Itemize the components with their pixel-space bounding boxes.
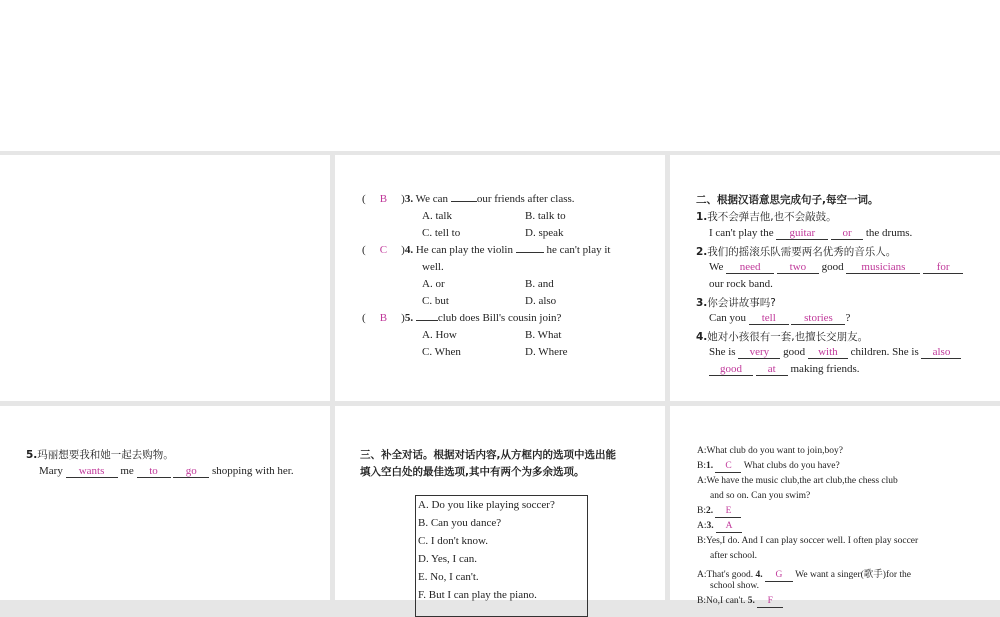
page-panel-3 xyxy=(670,155,1000,401)
option-a: A. or xyxy=(422,278,445,290)
sentence-2-english: We need two good musicians for xyxy=(709,261,963,274)
sentence-2-chinese: 2.我们的摇滚乐队需要两名优秀的音乐人。 xyxy=(696,246,897,258)
option-a: A. How xyxy=(422,329,457,341)
page-panel-2 xyxy=(335,155,665,401)
blank: stories xyxy=(791,313,845,325)
option-a: A. talk xyxy=(422,210,452,222)
section-heading-line-2: 填入空白处的最佳选项,其中有两个为多余选项。 xyxy=(360,466,585,478)
blank: go xyxy=(173,466,209,478)
dialogue-line: B:No,I can't. 5. F xyxy=(697,596,783,608)
blank xyxy=(516,252,544,253)
sentence-4-english-continued: good at making friends. xyxy=(709,363,860,376)
page-panel-5 xyxy=(335,406,665,600)
blank: or xyxy=(831,228,863,240)
sentence-3-chinese: 3.你会讲故事吗? xyxy=(696,297,776,309)
option-b: B. talk to xyxy=(525,210,566,222)
dialogue-line: and so on. Can you swim? xyxy=(710,491,811,501)
blank: wants xyxy=(66,466,118,478)
answer-4: C xyxy=(379,244,388,256)
sentence-5-english: Mary wants me to go shopping with her. xyxy=(39,465,294,477)
page-panel-1 xyxy=(0,155,330,401)
dialogue-line: B:1. C What clubs do you have? xyxy=(697,461,840,471)
dialogue-line: B:Yes,I do. And I can play soccer well. I often play soccer xyxy=(697,536,919,546)
dialogue-line: A:What club do you want to join,boy? xyxy=(697,446,843,456)
section-heading: 二、根据汉语意思完成句子,每空一词。 xyxy=(696,194,879,206)
option-c: C. I don't know. xyxy=(418,535,489,547)
answer-3: B xyxy=(379,193,388,205)
blank: to xyxy=(137,466,171,478)
blank xyxy=(416,320,438,321)
blank: E xyxy=(715,506,741,518)
option-d: D. Yes, I can. xyxy=(418,553,477,565)
blank: also xyxy=(921,347,961,359)
dialogue-line: A:3. A xyxy=(697,521,742,533)
option-c: C. but xyxy=(422,295,449,307)
option-d: D. speak xyxy=(525,227,564,239)
option-b: B. What xyxy=(525,329,562,341)
option-e: E. No, I can't. xyxy=(418,571,479,583)
option-b: B. and xyxy=(525,278,554,290)
sentence-4-english: She is very good with children. She is also xyxy=(709,346,961,359)
sentence-1-english: I can't play the guitar or the drums. xyxy=(709,227,913,239)
dialogue-line: A:We have the music club,the art club,the chess club xyxy=(697,476,898,486)
option-d: D. Where xyxy=(525,346,568,358)
blank: need xyxy=(726,262,774,274)
option-a: A. Do you like playing soccer? xyxy=(418,499,555,511)
top-blank-area xyxy=(0,0,1000,151)
blank: guitar xyxy=(776,228,828,240)
blank: at xyxy=(756,364,788,376)
section-heading-line-1: 三、补全对话。根据对话内容,从方框内的选项中选出能 xyxy=(360,449,616,461)
option-d: D. also xyxy=(525,295,557,307)
answer-5: B xyxy=(379,312,388,324)
page-panel-6 xyxy=(670,406,1000,606)
blank xyxy=(451,201,477,202)
sentence-4-chinese: 4.她对小孩很有一套,也擅长交朋友。 xyxy=(696,331,869,343)
page-panel-4 xyxy=(0,406,330,600)
blank: musicians xyxy=(846,262,920,274)
blank: G xyxy=(765,570,793,582)
option-b: B. Can you dance? xyxy=(418,517,502,529)
dialogue-line: A:That's good. 4. G We want a singer(歌手)for the xyxy=(697,570,912,580)
dialogue-line: B:2. E xyxy=(697,506,741,518)
sentence-2-english-continued: our rock band. xyxy=(709,278,773,290)
sentence-3-english: Can you tell stories ? xyxy=(709,312,851,324)
blank: good xyxy=(709,364,753,376)
option-c: C. tell to xyxy=(422,227,461,239)
blank: with xyxy=(808,347,848,359)
dialogue-line: after school. xyxy=(710,551,757,561)
blank: two xyxy=(777,262,819,274)
blank: for xyxy=(923,262,963,274)
sentence-5-chinese: 5.玛丽想要我和她一起去购物。 xyxy=(26,449,174,461)
question-5: ( B )5. club does Bill's cousin join? xyxy=(362,312,562,324)
blank: A xyxy=(716,521,742,533)
blank: tell xyxy=(749,313,789,325)
blank: very xyxy=(738,347,780,359)
option-c: C. When xyxy=(422,346,461,358)
question-4: ( C )4. He can play the violin he can't play it xyxy=(362,244,611,256)
question-3: ( B )3. We can our friends after class. xyxy=(362,193,575,205)
blank: F xyxy=(757,596,783,608)
question-4-continued: well. xyxy=(422,261,444,273)
option-f: F. But I can play the piano. xyxy=(418,589,537,601)
blank: C xyxy=(715,461,741,473)
sentence-1-chinese: 1.我不会弹吉他,也不会敲鼓。 xyxy=(696,211,837,223)
options-box xyxy=(415,495,588,617)
dialogue-line: school show. xyxy=(710,581,759,591)
